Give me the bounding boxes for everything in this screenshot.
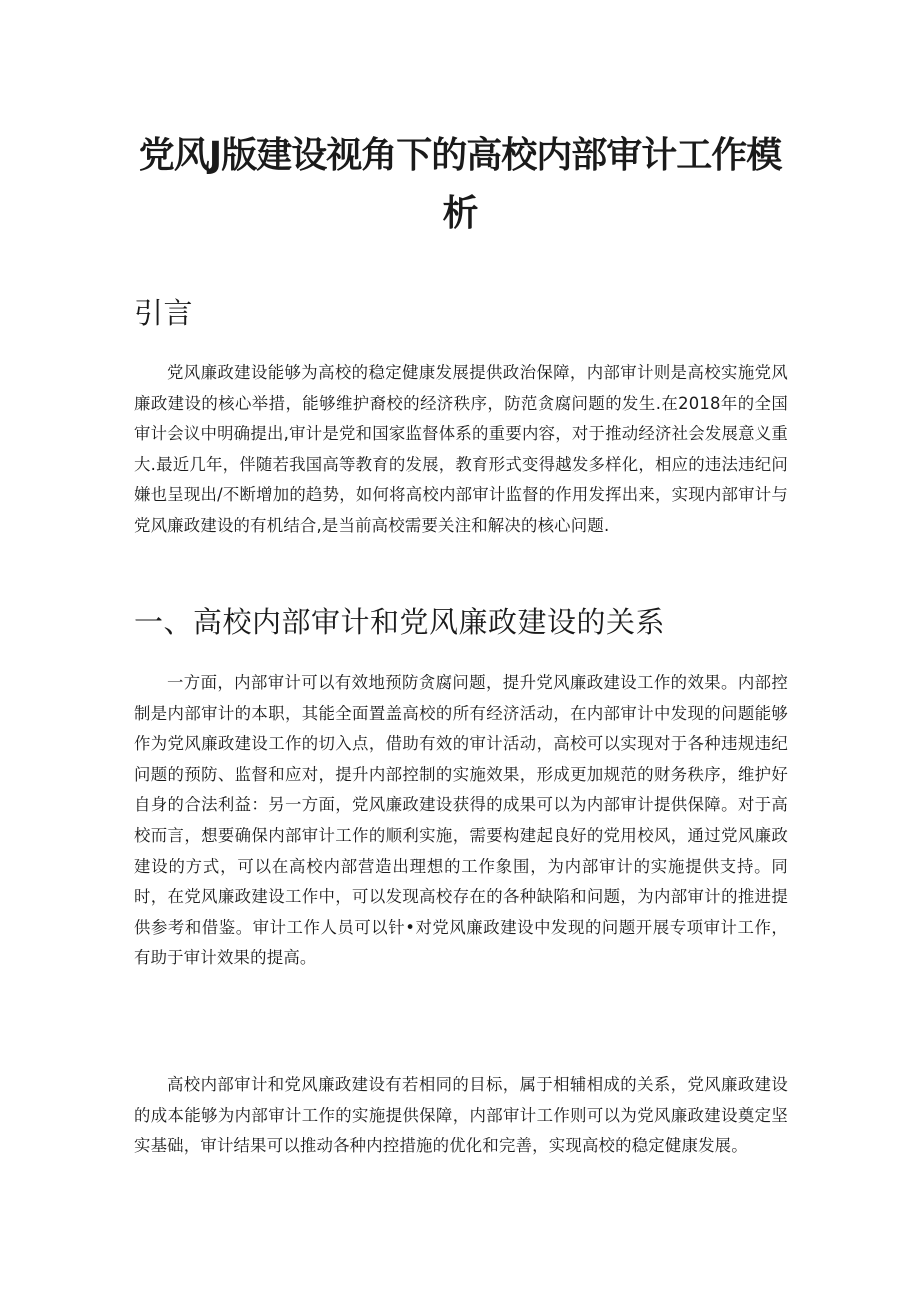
- document-title-line-1: 党风J版建设视角下的高校内部审计工作模: [138, 135, 782, 176]
- section-1-heading: 一、高校内部审计和党风廉政建设的关系: [134, 605, 666, 639]
- section-1-paragraph-1: 一方面，内部审计可以有效地预防贪腐问题，提升党风廉政建设工作的效果。内部控制是内部审计的本职，其能全面置盖高校的所有经济活动，在内部审计中发现的问题能够作为党风廉政建设工作的切入点，借助有效的审计活动，高校可以实现对于各种违规违纪问题的预防、监督和应对，提升内部控制的实施效果，形成更加规范的财务秩序，维护好自身的合法利益：另一方面，党风廉政建设获得的成果可以为内部审计提供保障。对于高校而言，想要确保内部审计工作的顺利实施，需要构建起良好的党用校风，通过党风廉政建设的方式，可以在高校内部营造出理想的工作象围，为内部审计的实施提供支持。同时，在党风廉政建设工作中，可以发现高校存在的各种缺陷和问题，为内部审计的推进提供参考和借鉴。审计工作人员可以针•对党风廉政建设中发现的问题开展专项审计工作，有助于审计效果的提高。: [134, 673, 788, 968]
- intro-paragraph: 党风廉政建设能够为高校的稳定健康发展提供政治保障，内部审计则是高校实施党风廉政建设的核心举措，能够维护裔校的经济秩序，防范贪腐问题的发生.在2018年的全国审计会议中明确提出,审计是党和国家监督体系的重要内容，对于推动经济社会发展意义重大.最近几年，伴随若我国高等教育的发展，教育形式变得越发多样化，相应的违法违纪问嫌也呈现出/不断增加的趋势，如何将高校内部审计监督的作用发挥出来，实现内部审计与党风廉政建设的有机结合,是当前高校需要关注和解决的核心问题.: [134, 363, 788, 535]
- document-title-line-2: 析: [442, 193, 478, 234]
- section-1-paragraph-2: 高校内部审计和党风廉政建设有若相同的目标，属于相辅相成的关系，党风廉政建设的成本能够为内部审计工作的实施提供保障，内部审计工作则可以为党风廉政建设奠定坚实基础，审计结果可以推动各种内控措施的优化和完善，实现高校的稳定健康发展。: [134, 1075, 788, 1156]
- intro-heading: 引言: [134, 296, 194, 330]
